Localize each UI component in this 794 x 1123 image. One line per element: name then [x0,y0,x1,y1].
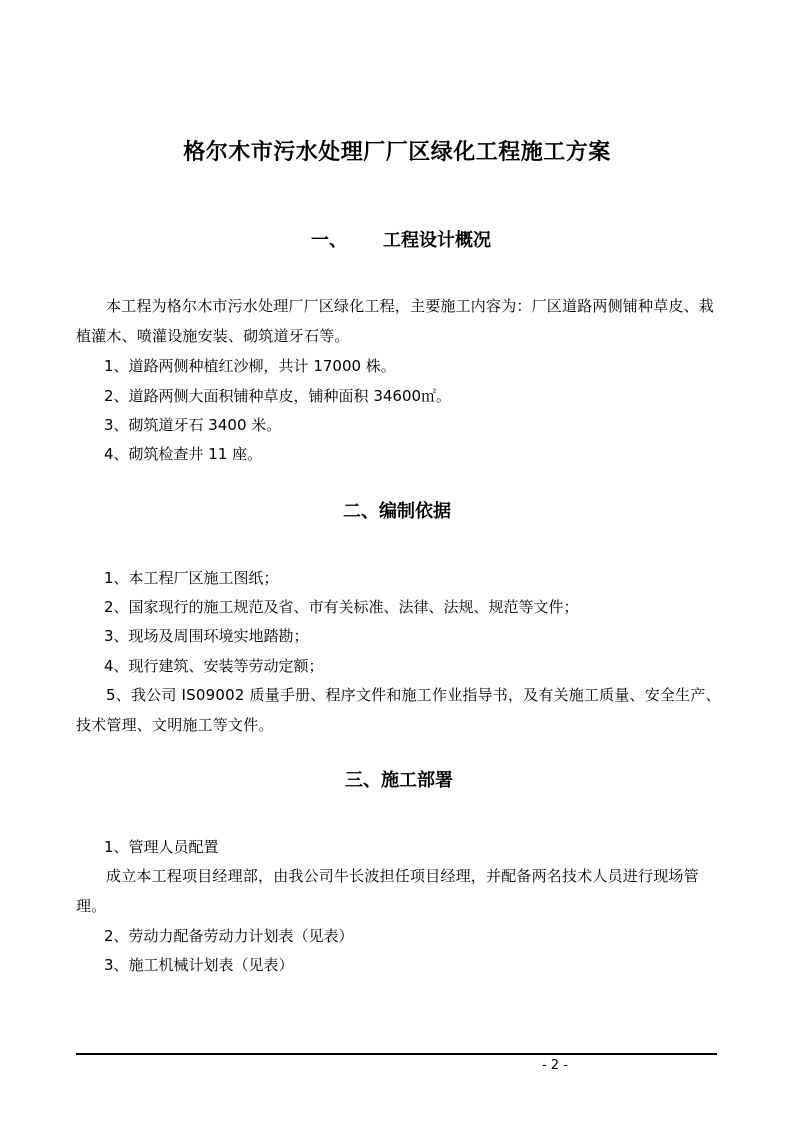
section-title: 工程设计概况 [383,230,491,251]
basis-item-5-paragraph: 5、我公司 IS09002 质量手册、程序文件和施工作业指导书，及有关施工质量、安全生产、技术管理、文明施工等文件。 [76,686,721,734]
overview-item: 1、道路两侧种植红沙柳，共计 17000 株。 [104,357,396,375]
section-heading-basis: 二、编制依据 [343,501,451,522]
basis-item: 4、现行建筑、安装等劳动定额； [104,657,324,675]
overview-item: 3、砌筑道牙石 3400 米。 [104,416,282,434]
page-number: - 2 - [542,1058,568,1073]
deployment-staff-paragraph: 成立本工程项目经理部，由我公司牛长波担任项目经理，并配备两名技术人员进行现场管理。 [76,867,699,915]
overview-item: 2、道路两侧大面积铺种草皮，铺种面积 34600㎡。 [104,387,452,405]
deployment-item: 1、管理人员配置 [104,838,219,856]
overview-intro-paragraph: 本工程为格尔木市污水处理厂厂区绿化工程，主要施工内容为：厂区道路两侧铺种草皮、栽植灌木、喷灌设施安装、砌筑道牙石等。 [76,297,715,345]
deployment-item: 3、施工机械计划表（见表） [104,956,294,974]
footer-divider [76,1053,717,1055]
basis-item: 1、本工程厂区施工图纸； [104,569,279,587]
section-number: 一、 [311,230,347,251]
section-heading-deployment: 三、施工部署 [345,770,453,791]
deployment-item: 2、劳动力配备劳动力计划表（见表） [104,927,354,945]
basis-item: 3、现场及周围环境实地踏勘； [104,627,309,645]
document-title: 格尔木市污水处理厂厂区绿化工程施工方案 [183,139,611,165]
overview-item: 4、砌筑检查井 11 座。 [104,445,263,463]
basis-item: 2、国家现行的施工规范及省、市有关标准、法律、法规、规范等文件； [104,598,579,616]
section-heading-overview [4,228,794,254]
